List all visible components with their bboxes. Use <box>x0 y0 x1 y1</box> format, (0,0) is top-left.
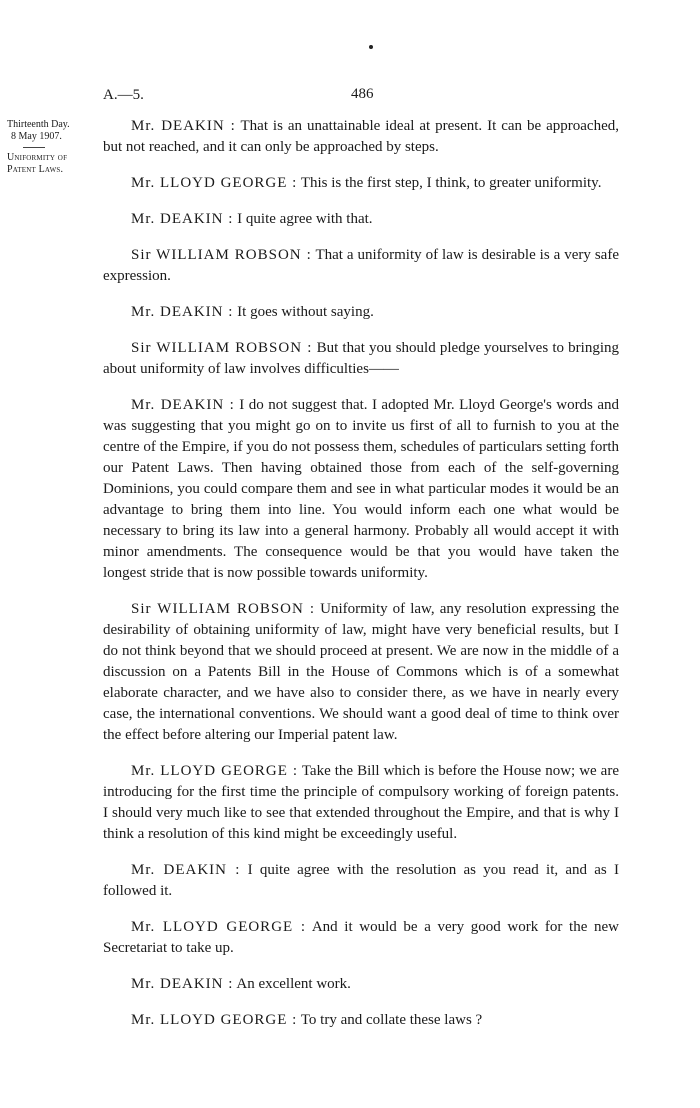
transcript-paragraph <box>103 173 619 194</box>
margin-topic-line2: Patent Laws. <box>7 164 64 175</box>
transcript-paragraph <box>103 395 619 584</box>
transcript-paragraph <box>103 974 619 995</box>
speech-text: This is the first step, I think, to greater uniformity. <box>300 175 602 191</box>
speech-text: Take the Bill which is before the House now; we are introducing for the first time the principle of compulsory working of foreign patents. I should very much like to see that extended throughout the Empire, and that is why I think a resolution of this kind might be exceedingly useful. <box>103 763 619 842</box>
speech-text: Uniformity of law, any resolution expressing the desirability of obtaining uniformity of law, might have very beneficial results, but I do not think beyond that we should proceed at present. We are now in the middle of a discussion on a Patents Bill in the House of Commons which is of a somewhat elaborate character, and we have also to consider there, as we have in nearly every case, the international conventions. We should want a good deal of time to think over the effect before altering our Imperial patent law. <box>103 601 619 743</box>
speaker-name: Mr. DEAKIN : <box>131 862 241 878</box>
margin-divider <box>23 147 45 148</box>
speech-text: I quite agree with that. <box>237 211 373 227</box>
speaker-name: Mr. LLOYD GEORGE : <box>131 175 298 191</box>
speaker-name: Mr. LLOYD GEORGE : <box>131 763 299 779</box>
document-reference: A.—5. <box>103 87 144 103</box>
speech-text: And it would be a very good work for the new Secretariat to take up. <box>103 919 619 956</box>
speaker-name: Mr. LLOYD GEORGE : <box>131 919 306 935</box>
transcript-paragraph <box>103 917 619 959</box>
speech-text: An excellent work. <box>236 976 351 992</box>
transcript-paragraph <box>103 116 619 158</box>
speech-text: It goes without saying. <box>237 304 374 320</box>
speech-text: That a uniformity of law is desirable is a very safe expression. <box>103 247 619 284</box>
transcript-paragraph <box>103 1010 619 1031</box>
speech-text: I do not suggest that. I adopted Mr. Lloyd George's words and was suggesting that you might go on to invite us first of all to furnish to you at the centre of the Empire, if you do not possess them, schedules of particulars setting forth our Patent Laws. Then having obtained those from each of the self-governing Dominions, you could compare them and see in what particular modes it would be an advantage to bring them into line. You would inform each one what would be necessary to bring its law into a general harmony. Probably all would accept it with minor amendments. The consequence would be that you would have taken the longest stride that is now possible towards uniformity. <box>103 397 620 581</box>
speaker-name: Sir WILLIAM ROBSON : <box>131 340 313 356</box>
transcript-paragraph <box>103 860 619 902</box>
speaker-name: Mr. DEAKIN : <box>131 397 235 413</box>
speech-text: But that you should pledge yourselves to bringing about uniformity of law involves difficulties—— <box>103 340 619 377</box>
transcript-paragraph <box>103 761 619 845</box>
speech-text: That is an unattainable ideal at present. It can be approached, but not reached, and it can only be approached by steps. <box>103 118 619 155</box>
transcript-paragraph <box>103 599 619 746</box>
speech-text: To try and collate these laws ? <box>300 1012 483 1028</box>
speaker-name: Mr. DEAKIN : <box>131 118 236 134</box>
margin-notes <box>7 119 95 176</box>
transcript-paragraph <box>103 245 619 287</box>
speech-text: I quite agree with the resolution as you read it, and as I followed it. <box>103 862 619 899</box>
speaker-name: Sir WILLIAM ROBSON : <box>131 247 312 263</box>
speaker-name: Mr. DEAKIN : <box>131 976 234 992</box>
margin-topic-line1: Uniformity of <box>7 152 68 163</box>
transcript-body <box>103 116 619 1046</box>
page-number: 486 <box>351 86 374 102</box>
speaker-name: Sir WILLIAM ROBSON : <box>131 601 316 617</box>
margin-date: 8 May 1907. <box>11 131 62 142</box>
stray-mark <box>369 45 373 49</box>
margin-day: Thirteenth Day. <box>7 119 70 130</box>
transcript-paragraph <box>103 209 619 230</box>
transcript-paragraph <box>103 338 619 380</box>
transcript-paragraph <box>103 302 619 323</box>
speaker-name: Mr. LLOYD GEORGE : <box>131 1012 298 1028</box>
speaker-name: Mr. DEAKIN : <box>131 211 234 227</box>
speaker-name: Mr. DEAKIN : <box>131 304 234 320</box>
